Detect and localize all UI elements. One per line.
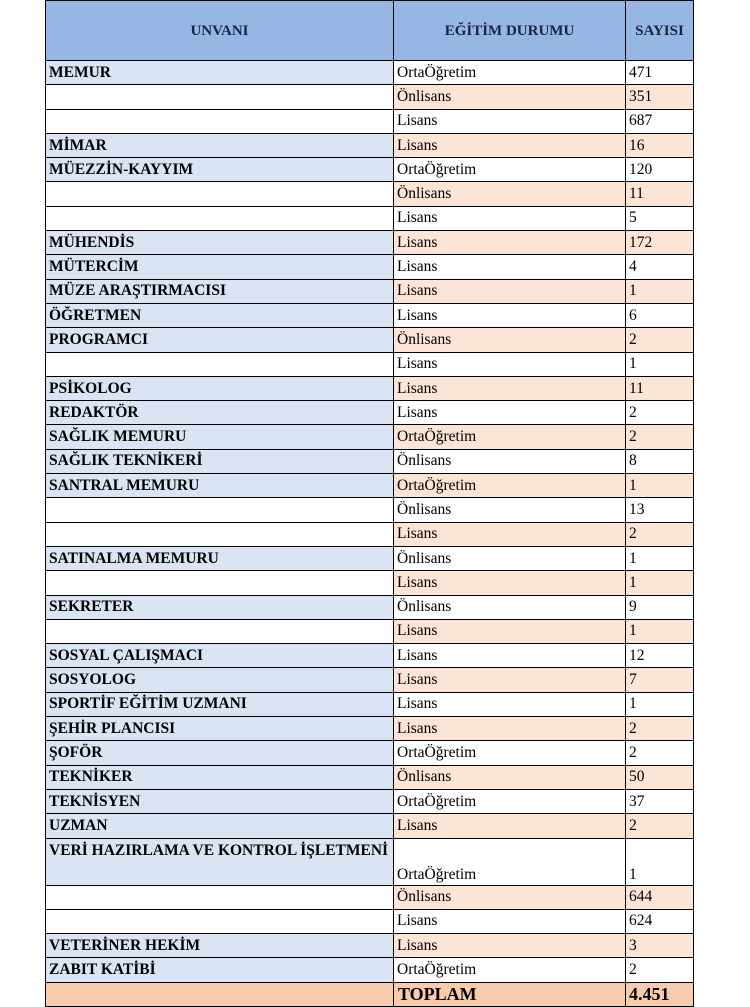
table-row [46, 401, 694, 425]
table-row [46, 303, 694, 327]
count-cell: 172 [626, 231, 694, 255]
count-cell: 8 [626, 449, 694, 473]
title-cell: REDAKTÖR [46, 401, 394, 425]
header-education: EĞİTİM DURUMU [394, 1, 626, 61]
table-row [46, 934, 694, 958]
count-cell: 1 [626, 838, 694, 885]
title-cell [46, 352, 394, 376]
title-cell [46, 522, 394, 546]
count-cell: 624 [626, 909, 694, 933]
table-row [46, 255, 694, 279]
title-cell: MÜHENDİS [46, 231, 394, 255]
education-cell: Lisans [394, 692, 626, 716]
count-cell: 1 [626, 474, 694, 498]
count-cell: 687 [626, 109, 694, 133]
education-cell: Önlisans [394, 546, 626, 570]
education-cell: Önlisans [394, 328, 626, 352]
education-cell: Lisans [394, 206, 626, 230]
table-row [46, 279, 694, 303]
education-cell: Lisans [394, 231, 626, 255]
count-cell: 1 [626, 546, 694, 570]
title-cell: SPORTİF EĞİTİM UZMANI [46, 692, 394, 716]
count-cell: 351 [626, 85, 694, 109]
education-cell: OrtaÖğretim [394, 474, 626, 498]
title-cell: SANTRAL MEMURU [46, 474, 394, 498]
count-cell: 2 [626, 958, 694, 982]
count-cell: 7 [626, 668, 694, 692]
title-cell: MÜZE ARAŞTIRMACISI [46, 279, 394, 303]
staff-table [45, 0, 694, 1007]
title-cell: VETERİNER HEKİM [46, 934, 394, 958]
count-cell: 1 [626, 352, 694, 376]
education-cell: Önlisans [394, 85, 626, 109]
table-row [46, 352, 694, 376]
table-row [46, 668, 694, 692]
table-row [46, 717, 694, 741]
title-cell: ŞOFÖR [46, 741, 394, 765]
count-cell: 1 [626, 619, 694, 643]
count-cell: 644 [626, 885, 694, 909]
table-row [46, 133, 694, 157]
education-cell: Önlisans [394, 182, 626, 206]
title-cell: ZABIT KATİBİ [46, 958, 394, 982]
education-cell: Lisans [394, 522, 626, 546]
table-row [46, 571, 694, 595]
table-row [46, 522, 694, 546]
table-row [46, 376, 694, 400]
title-cell: ŞEHİR PLANCISI [46, 717, 394, 741]
education-cell: Önlisans [394, 595, 626, 619]
table-row [46, 814, 694, 838]
title-cell: MEMUR [46, 61, 394, 85]
table-row [46, 449, 694, 473]
table-row [46, 838, 694, 885]
table-row [46, 619, 694, 643]
header-count: SAYISI [626, 1, 694, 61]
title-cell [46, 498, 394, 522]
total-row [46, 982, 694, 1006]
count-cell: 37 [626, 789, 694, 813]
count-cell: 4 [626, 255, 694, 279]
table-row [46, 425, 694, 449]
title-cell: MİMAR [46, 133, 394, 157]
table-row [46, 885, 694, 909]
education-cell: Önlisans [394, 885, 626, 909]
title-cell: SAĞLIK TEKNİKERİ [46, 449, 394, 473]
count-cell: 2 [626, 522, 694, 546]
table-body [46, 61, 694, 983]
education-cell: OrtaÖğretim [394, 838, 626, 885]
title-cell [46, 85, 394, 109]
education-cell: Lisans [394, 668, 626, 692]
total-label: TOPLAM [394, 982, 626, 1006]
count-cell: 2 [626, 425, 694, 449]
title-cell: SOSYOLOG [46, 668, 394, 692]
title-cell [46, 619, 394, 643]
count-cell: 120 [626, 158, 694, 182]
count-cell: 1 [626, 692, 694, 716]
count-cell: 2 [626, 741, 694, 765]
education-cell: Lisans [394, 909, 626, 933]
title-cell [46, 571, 394, 595]
table-row [46, 474, 694, 498]
count-cell: 471 [626, 61, 694, 85]
count-cell: 13 [626, 498, 694, 522]
education-cell: Lisans [394, 401, 626, 425]
title-cell: MÜEZZİN-KAYYIM [46, 158, 394, 182]
table-row [46, 328, 694, 352]
education-cell: OrtaÖğretim [394, 789, 626, 813]
total-empty-cell [46, 982, 394, 1006]
count-cell: 5 [626, 206, 694, 230]
title-cell: SATINALMA MEMURU [46, 546, 394, 570]
table-row [46, 644, 694, 668]
education-cell: Lisans [394, 644, 626, 668]
count-cell: 11 [626, 182, 694, 206]
education-cell: Önlisans [394, 498, 626, 522]
table-row [46, 958, 694, 982]
education-cell: Lisans [394, 255, 626, 279]
count-cell: 6 [626, 303, 694, 327]
title-cell: ÖĞRETMEN [46, 303, 394, 327]
title-cell [46, 206, 394, 230]
count-cell: 16 [626, 133, 694, 157]
education-cell: OrtaÖğretim [394, 61, 626, 85]
education-cell: Lisans [394, 352, 626, 376]
table-row [46, 741, 694, 765]
title-cell [46, 885, 394, 909]
table-row [46, 909, 694, 933]
table-row [46, 182, 694, 206]
education-cell: OrtaÖğretim [394, 425, 626, 449]
count-cell: 2 [626, 328, 694, 352]
education-cell: Lisans [394, 133, 626, 157]
education-cell: OrtaÖğretim [394, 158, 626, 182]
table-row [46, 85, 694, 109]
table-row [46, 498, 694, 522]
table-row [46, 546, 694, 570]
header-row [46, 1, 694, 61]
title-cell: TEKNİKER [46, 765, 394, 789]
title-cell [46, 109, 394, 133]
title-cell: VERİ HAZIRLAMA VE KONTROL İŞLETMENİ [46, 838, 394, 885]
education-cell: Lisans [394, 303, 626, 327]
education-cell: Lisans [394, 934, 626, 958]
education-cell: Lisans [394, 717, 626, 741]
title-cell [46, 909, 394, 933]
title-cell: SOSYAL ÇALIŞMACI [46, 644, 394, 668]
education-cell: OrtaÖğretim [394, 958, 626, 982]
title-cell: PROGRAMCI [46, 328, 394, 352]
education-cell: Lisans [394, 619, 626, 643]
table-row [46, 231, 694, 255]
header-title: UNVANI [46, 1, 394, 61]
count-cell: 2 [626, 717, 694, 741]
count-cell: 11 [626, 376, 694, 400]
table-row [46, 692, 694, 716]
title-cell: UZMAN [46, 814, 394, 838]
count-cell: 2 [626, 401, 694, 425]
title-cell: PSİKOLOG [46, 376, 394, 400]
count-cell: 12 [626, 644, 694, 668]
education-cell: Lisans [394, 109, 626, 133]
title-cell: SEKRETER [46, 595, 394, 619]
table-row [46, 109, 694, 133]
title-cell: MÜTERCİM [46, 255, 394, 279]
education-cell: Lisans [394, 376, 626, 400]
table-row [46, 765, 694, 789]
table-row [46, 61, 694, 85]
table-row [46, 789, 694, 813]
education-cell: Önlisans [394, 449, 626, 473]
title-cell: SAĞLIK MEMURU [46, 425, 394, 449]
education-cell: Önlisans [394, 765, 626, 789]
table-row [46, 206, 694, 230]
title-cell: TEKNİSYEN [46, 789, 394, 813]
table-row [46, 158, 694, 182]
count-cell: 2 [626, 814, 694, 838]
count-cell: 9 [626, 595, 694, 619]
total-value: 4.451 [626, 982, 694, 1006]
education-cell: Lisans [394, 279, 626, 303]
count-cell: 3 [626, 934, 694, 958]
count-cell: 1 [626, 571, 694, 595]
education-cell: Lisans [394, 814, 626, 838]
count-cell: 50 [626, 765, 694, 789]
education-cell: OrtaÖğretim [394, 741, 626, 765]
table-row [46, 595, 694, 619]
count-cell: 1 [626, 279, 694, 303]
title-cell [46, 182, 394, 206]
education-cell: Lisans [394, 571, 626, 595]
